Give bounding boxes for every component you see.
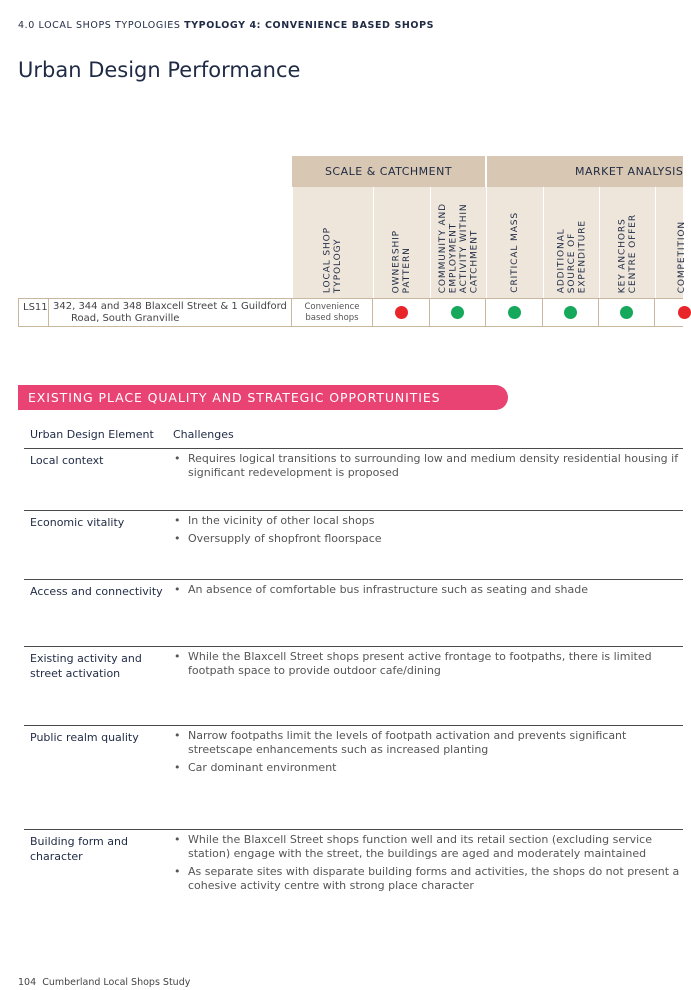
page-title: Urban Design Performance <box>18 58 301 82</box>
challenge-list <box>174 514 683 550</box>
running-header <box>18 20 434 31</box>
rating-dot <box>395 306 408 319</box>
rating-dot <box>451 306 464 319</box>
challenge-item: • While the Blaxcell Street shops function well and its retail section (excluding service station) engage with the street, the buildings are aged and moderately maintained <box>174 833 683 861</box>
rating-expenditure <box>543 299 599 326</box>
table-row <box>18 298 683 327</box>
column-header-typology: LOCAL SHOP TYPOLOGY <box>292 187 373 298</box>
document-title: Cumberland Local Shops Study <box>42 977 191 988</box>
group-header-market: MARKET ANALYSIS <box>487 156 683 187</box>
rating-dot <box>678 306 691 319</box>
header-typology: TYPOLOGY 4: CONVENIENCE BASED SHOPS <box>184 20 435 31</box>
challenge-item: • In the vicinity of other local shops <box>174 514 683 528</box>
rating-dot <box>620 306 633 319</box>
address-line-1: 342, 344 and 348 Blaxcell Street & 1 Guildford <box>53 301 287 312</box>
address-line-2: Road, South Granville <box>71 313 180 324</box>
row-id: LS11 <box>18 299 49 326</box>
design-element-row <box>24 829 683 910</box>
design-element-row <box>24 510 683 580</box>
design-element-row <box>24 725 683 830</box>
design-element-row <box>24 579 683 647</box>
challenge-item: • Requires logical transitions to surrounding low and medium density residential housing if significant redevelopment is proposed <box>174 452 683 480</box>
element-name: Existing activity and street activation <box>30 652 142 680</box>
rating-dot <box>508 306 521 319</box>
header-section: 4.0 LOCAL SHOPS TYPOLOGIES <box>18 20 181 31</box>
challenge-list <box>174 729 683 779</box>
design-element-row <box>24 448 683 511</box>
challenge-item: • Narrow footpaths limit the levels of footpath activation and prevents significant streetscape enhancements such as increased planting <box>174 729 683 757</box>
challenge-item: • Car dominant environment <box>174 761 683 775</box>
column-header-critical-mass: CRITICAL MASS <box>486 187 543 298</box>
row-address <box>49 299 292 326</box>
column-header-ownership: OWNERSHIP PATTERN <box>373 187 430 298</box>
element-name: Local context <box>30 454 104 467</box>
element-name: Access and connectivity <box>30 585 163 598</box>
group-header-scale: SCALE & CATCHMENT <box>292 156 486 187</box>
rating-critical-mass <box>486 299 543 326</box>
typology-line-2: based shops <box>305 313 359 323</box>
design-element-row <box>24 646 683 726</box>
element-name: Building form and character <box>30 835 128 863</box>
page-number: 104 <box>18 977 37 988</box>
typology-line-1: Convenience <box>304 302 360 312</box>
challenge-list <box>174 833 683 897</box>
challenge-list <box>174 452 683 484</box>
element-name: Public realm quality <box>30 731 139 744</box>
column-header-expenditure: ADDITIONAL SOURCE OF EXPENDITURE <box>543 187 599 298</box>
rating-dot <box>564 306 577 319</box>
challenge-item: • An absence of comfortable bus infrastructure such as seating and shade <box>174 583 683 597</box>
column-header-challenges: Challenges <box>173 428 234 441</box>
challenge-item: • As separate sites with disparate building forms and activities, the shops do not present a cohesive activity centre with strong place character <box>174 865 683 893</box>
column-header-competition: COMPETITION <box>655 187 683 298</box>
column-header-anchors: KEY ANCHORS CENTRE OFFER <box>599 187 655 298</box>
section-banner: EXISTING PLACE QUALITY AND STRATEGIC OPPORTUNITIES <box>18 385 508 410</box>
element-name: Economic vitality <box>30 516 125 529</box>
rating-competition <box>655 299 683 326</box>
rating-ownership <box>373 299 430 326</box>
row-typology <box>292 299 373 326</box>
challenge-item: • Oversupply of shopfront floorspace <box>174 532 683 546</box>
rating-community <box>430 299 486 326</box>
challenge-list <box>174 650 683 682</box>
challenge-item: • While the Blaxcell Street shops present active frontage to footpaths, there is limited footpath space to provide outdoor cafe/dining <box>174 650 683 678</box>
column-header-element: Urban Design Element <box>30 428 154 441</box>
column-header-community: COMMUNITY AND EMPLOYMENT ACTIVITY WITHIN CATCHMENT <box>430 187 486 298</box>
challenge-list <box>174 583 683 601</box>
rating-anchors <box>599 299 655 326</box>
page-footer <box>18 977 190 988</box>
